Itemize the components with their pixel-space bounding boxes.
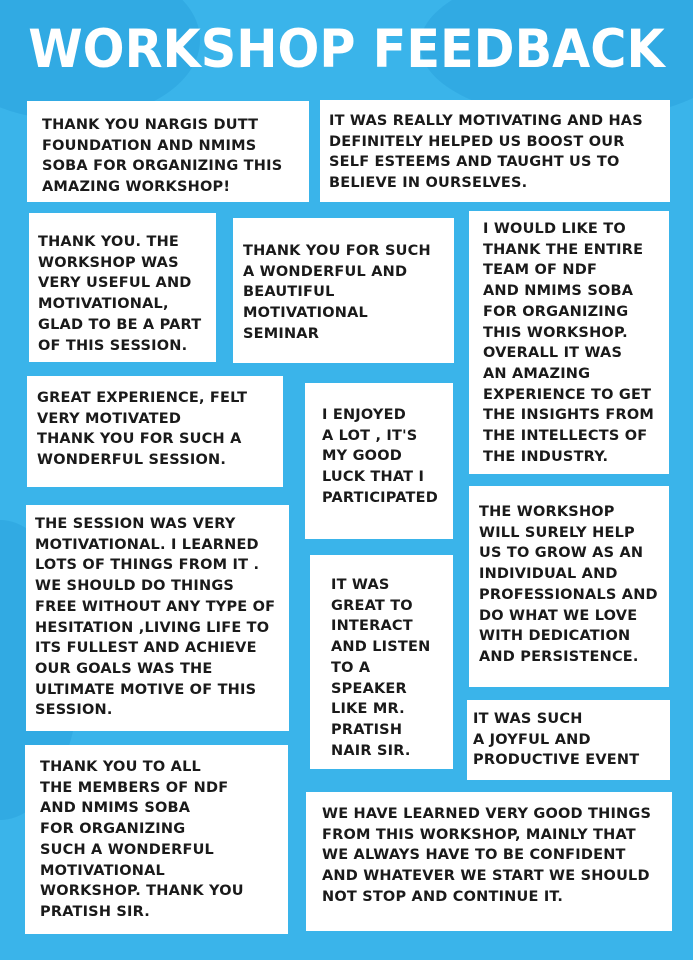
feedback-card-10: IT WAS GREAT TO INTERACT AND LISTEN TO A SPEAKER LIKE MR. PRATISH NAIR SIR. <box>310 555 453 769</box>
feedback-card-6: GREAT EXPERIENCE, FELT VERY MOTIVATED THANK YOU FOR SUCH A WONDERFUL SESSION. <box>27 376 283 487</box>
feedback-card-12: THANK YOU TO ALL THE MEMBERS OF NDF AND NMIMS SOBA FOR ORGANIZING SUCH A WONDERFUL MOTIVATIONAL WORKSHOP. THANK YOU PRATISH SIR. <box>25 745 288 934</box>
feedback-card-7: I ENJOYED A LOT , IT'S MY GOOD LUCK THAT I PARTICIPATED <box>305 383 453 539</box>
feedback-card-11: IT WAS SUCH A JOYFUL AND PRODUCTIVE EVENT <box>467 700 670 780</box>
feedback-card-9: THE WORKSHOP WILL SURELY HELP US TO GROW AS AN INDIVIDUAL AND PROFESSIONALS AND DO WHAT WE LOVE WITH DEDICATION AND PERSISTENCE. <box>469 486 669 687</box>
feedback-card-2: IT WAS REALLY MOTIVATING AND HAS DEFINITELY HELPED US BOOST OUR SELF ESTEEMS AND TAUGHT US TO BELIEVE IN OURSELVES. <box>320 100 670 202</box>
feedback-card-1: THANK YOU NARGIS DUTT FOUNDATION AND NMIMS SOBA FOR ORGANIZING THIS AMAZING WORKSHOP! <box>27 101 309 202</box>
feedback-card-4: THANK YOU FOR SUCH A WONDERFUL AND BEAUTIFUL MOTIVATIONAL SEMINAR <box>233 218 454 363</box>
feedback-card-8: THE SESSION WAS VERY MOTIVATIONAL. I LEARNED LOTS OF THINGS FROM IT . WE SHOULD DO THINGS FREE WITHOUT ANY TYPE OF HESITATION ,LIVING LIFE TO ITS FULLEST AND ACHIEVE OUR GOALS WAS THE ULTIMATE MOTIVE OF THIS SESSION. <box>26 505 289 731</box>
feedback-card-13: WE HAVE LEARNED VERY GOOD THINGS FROM THIS WORKSHOP, MAINLY THAT WE ALWAYS HAVE TO BE CONFIDENT AND WHATEVER WE START WE SHOULD NOT STOP AND CONTINUE IT. <box>306 792 672 931</box>
feedback-card-3: THANK YOU. THE WORKSHOP WAS VERY USEFUL AND MOTIVATIONAL, GLAD TO BE A PART OF THIS SESSION. <box>29 213 216 362</box>
feedback-card-5: I WOULD LIKE TO THANK THE ENTIRE TEAM OF NDF AND NMIMS SOBA FOR ORGANIZING THIS WORKSHOP. OVERALL IT WAS AN AMAZING EXPERIENCE TO GET THE INSIGHTS FROM THE INTELLECTS OF THE INDUSTRY. <box>469 211 669 474</box>
page-title: WORKSHOP FEEDBACK <box>28 19 665 80</box>
